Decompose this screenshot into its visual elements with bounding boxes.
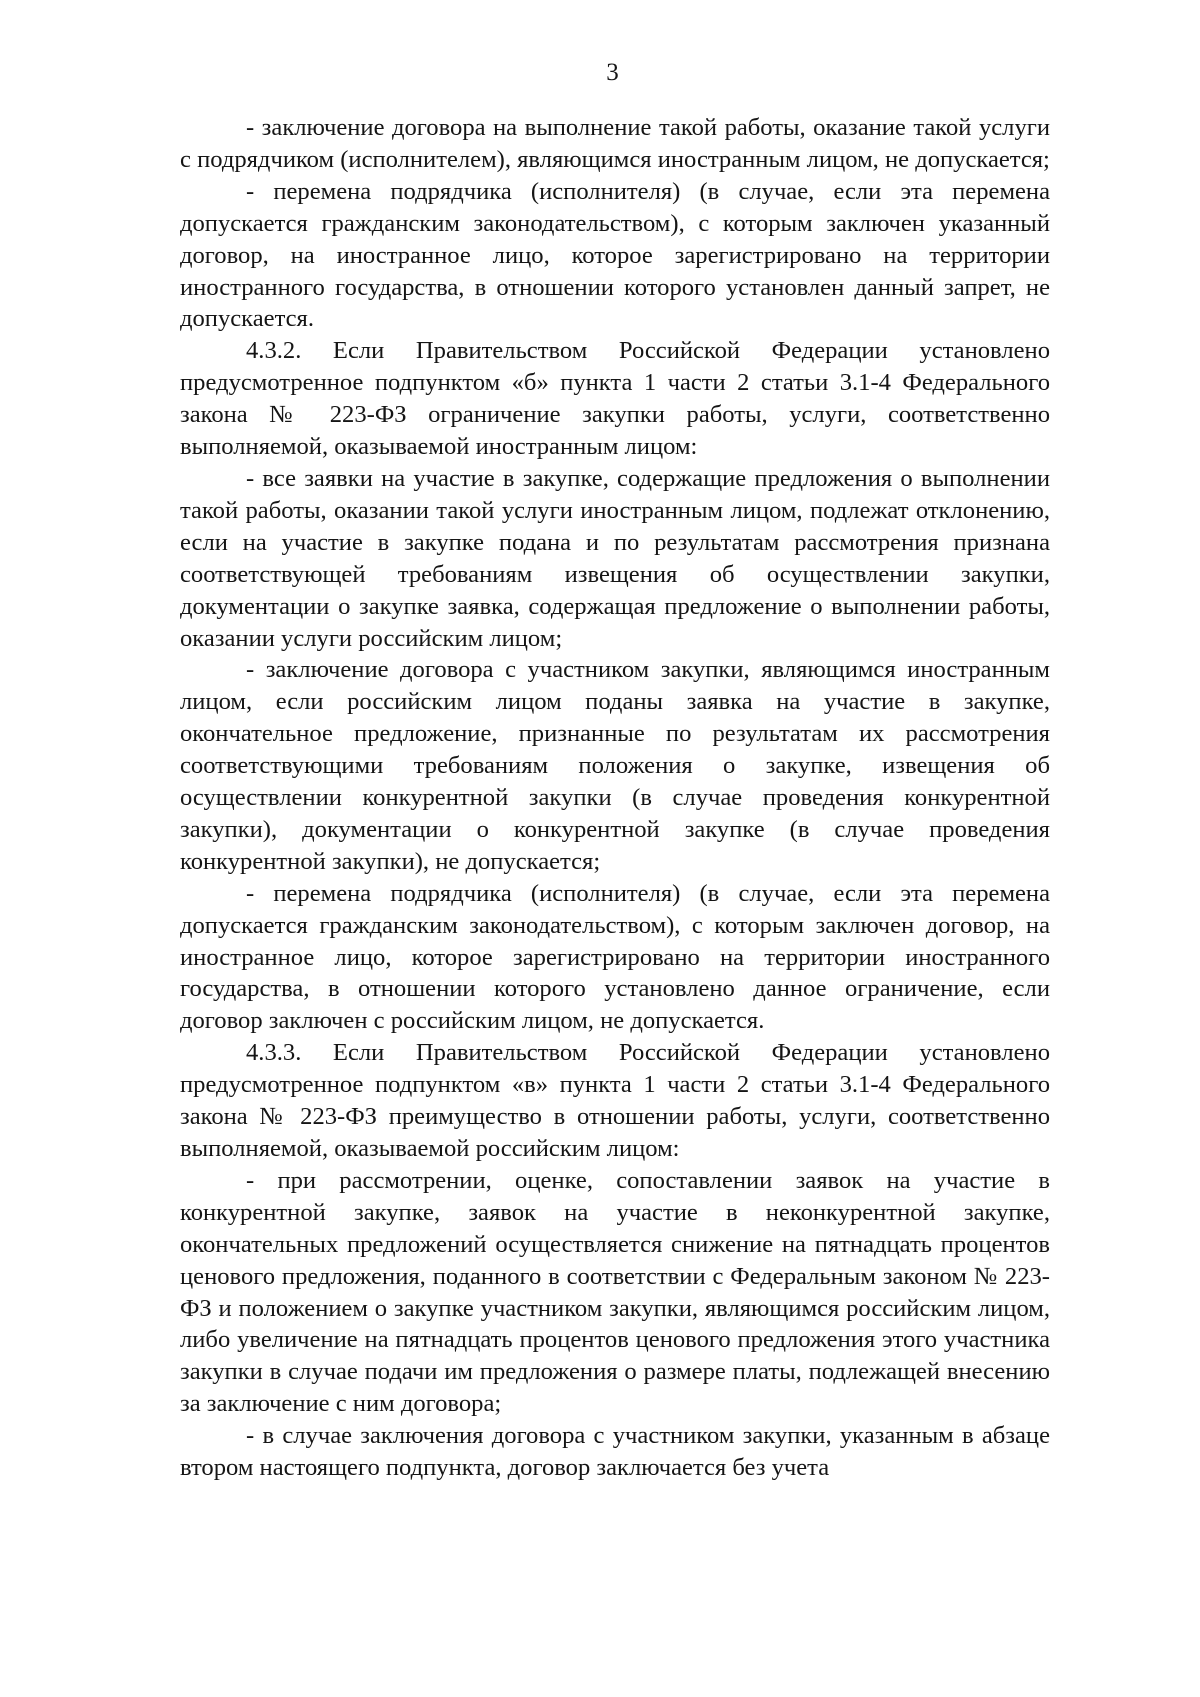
paragraph: - заключение договора на выполнение такой работы, оказание такой услуги с подрядчиком (исполнителем), являющимся иностранным лицом, не допускается; bbox=[180, 114, 1050, 173]
paragraph-4-3-2: 4.3.2. Если Правительством Российской Федерации установлено предусмотренное подпунктом «б» пункта 1 части 2 статьи 3.1-4 Федерального закона № 223-ФЗ ограничение закупки работы, услуги, соответственно выполняемой, оказываемой иностранным лицом: bbox=[180, 337, 1050, 461]
paragraph: - заключение договора с участником закупки, являющимся иностранным лицом, если российским лицом поданы заявка на участие в закупке, окончательное предложение, признанные по результатам их рассмотрения соответствующими требованиям положения о закупке, извещения об осуществлении конкурентной закупки (в случае проведения конкурентной закупки), документации о конкурентной закупке (в случае проведения конкурентной закупки), не допускается; bbox=[180, 656, 1050, 875]
paragraph: - при рассмотрении, оценке, сопоставлении заявок на участие в конкурентной закупке, заявок на участие в неконкурентной закупке, окончательных предложений осуществляется снижение на пятнадцать процентов ценового предложения, поданного в соответствии с Федеральным законом № 223-ФЗ и положением о закупке участником закупки, являющимся российским лицом, либо увеличение на пятнадцать процентов ценового предложения этого участника закупки в случае подачи им предложения о размере платы, подлежащей внесению за заключение с ним договора; bbox=[180, 1166, 1050, 1418]
paragraph: - перемена подрядчика (исполнителя) (в случае, если эта перемена допускается гражданским законодательством), с которым заключен договор, на иностранное лицо, которое зарегистрировано на территории иностранного государства, в отношении которого установлено данное ограничение, если договор заключен с российским лицом, не допускается. bbox=[180, 879, 1050, 1035]
paragraph: - все заявки на участие в закупке, содержащие предложения о выполнении такой работы, оказании такой услуги иностранным лицом, подлежат отклонению, если на участие в закупке подана и по результатам рассмотрения признана соответствующей требованиям извещения об осуществлении закупки, документации о закупке заявка, содержащая предложение о выполнении работы, оказании услуги российским лицом; bbox=[180, 464, 1050, 652]
page-number: 3 bbox=[606, 59, 619, 86]
paragraph: - в случае заключения договора с участником закупки, указанным в абзаце втором настоящего подпункта, договор заключается без учета bbox=[180, 1422, 1050, 1482]
paragraph: - перемена подрядчика (исполнителя) (в случае, если эта перемена допускается гражданским законодательством), с которым заключен указанный договор, на иностранное лицо, которое зарегистрировано на территории иностранного государства, в отношении которого установлен данный запрет, не допускается. bbox=[180, 177, 1050, 333]
document-body bbox=[180, 112, 1050, 1484]
paragraph-4-3-3: 4.3.3. Если Правительством Российской Федерации установлено предусмотренное подпунктом «в» пункта 1 части 2 статьи 3.1-4 Федерального закона № 223-ФЗ преимущество в отношении работы, услуги, соответственно выполняемой, оказываемой российским лицом: bbox=[180, 1039, 1050, 1162]
